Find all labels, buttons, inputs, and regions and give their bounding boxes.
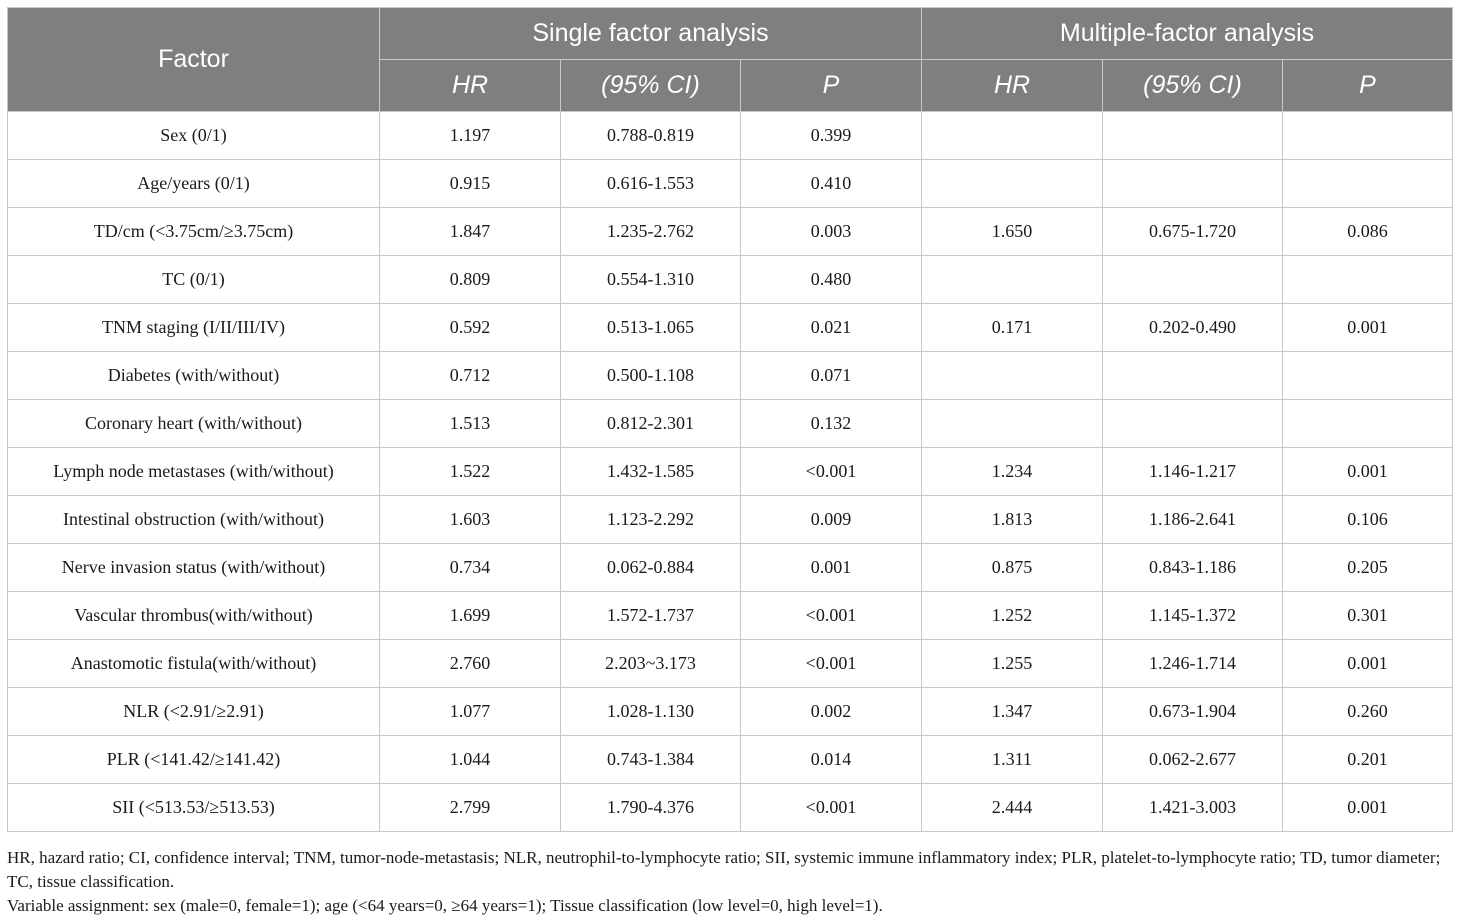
multiple-p-cell	[1283, 256, 1453, 304]
single-ci-cell: 1.572-1.737	[561, 592, 741, 640]
single-p-cell: <0.001	[741, 640, 922, 688]
multiple-hr-cell: 0.171	[922, 304, 1103, 352]
multiple-p-cell: 0.301	[1283, 592, 1453, 640]
single-hr-cell: 1.699	[380, 592, 561, 640]
single-hr-cell: 0.809	[380, 256, 561, 304]
multiple-ci-header: (95% CI)	[1103, 60, 1283, 112]
single-ci-cell: 1.790-4.376	[561, 784, 741, 832]
multiple-factor-header: Multiple-factor analysis	[922, 8, 1453, 60]
single-p-cell: 0.003	[741, 208, 922, 256]
multiple-ci-cell: 1.421-3.003	[1103, 784, 1283, 832]
single-ci-cell: 0.554-1.310	[561, 256, 741, 304]
single-p-cell: <0.001	[741, 592, 922, 640]
single-p-cell: <0.001	[741, 784, 922, 832]
abbreviations-note: HR, hazard ratio; CI, confidence interval; TNM, tumor-node-metastasis; NLR, neutrophil-to-lymphocyte ratio; SII, systemic immune inflammatory index; PLR, platelet-to-lymphocyte ratio; TD, tumor diameter; TC, tissue classification.	[7, 848, 1441, 891]
table-row	[8, 160, 1453, 208]
factor-cell: Diabetes (with/without)	[8, 352, 380, 400]
multiple-p-cell: 0.201	[1283, 736, 1453, 784]
multiple-hr-cell: 1.234	[922, 448, 1103, 496]
table-row	[8, 496, 1453, 544]
single-factor-header: Single factor analysis	[380, 8, 922, 60]
factor-cell: Anastomotic fistula(with/without)	[8, 640, 380, 688]
table-row	[8, 448, 1453, 496]
table-row	[8, 352, 1453, 400]
multiple-ci-cell	[1103, 160, 1283, 208]
multiple-hr-cell	[922, 352, 1103, 400]
single-ci-cell: 0.743-1.384	[561, 736, 741, 784]
single-hr-cell: 2.799	[380, 784, 561, 832]
multiple-p-cell: 0.001	[1283, 640, 1453, 688]
table-row	[8, 544, 1453, 592]
table-row	[8, 400, 1453, 448]
single-hr-cell: 1.044	[380, 736, 561, 784]
single-p-cell: 0.480	[741, 256, 922, 304]
multiple-hr-cell: 2.444	[922, 784, 1103, 832]
multiple-hr-cell: 1.347	[922, 688, 1103, 736]
single-ci-cell: 2.203~3.173	[561, 640, 741, 688]
table-footnotes	[7, 846, 1455, 918]
regression-table	[7, 7, 1453, 832]
table-row	[8, 208, 1453, 256]
multiple-p-cell: 0.205	[1283, 544, 1453, 592]
table-row	[8, 784, 1453, 832]
table-row	[8, 736, 1453, 784]
single-hr-cell: 1.513	[380, 400, 561, 448]
single-hr-cell: 1.077	[380, 688, 561, 736]
factor-cell: Age/years (0/1)	[8, 160, 380, 208]
factor-header: Factor	[8, 8, 380, 112]
single-hr-cell: 1.603	[380, 496, 561, 544]
multiple-hr-cell: 0.875	[922, 544, 1103, 592]
multiple-ci-cell	[1103, 256, 1283, 304]
multiple-p-header: P	[1283, 60, 1453, 112]
multiple-p-cell: 0.001	[1283, 304, 1453, 352]
single-hr-cell: 0.734	[380, 544, 561, 592]
single-p-cell: 0.399	[741, 112, 922, 160]
multiple-ci-cell: 0.062-2.677	[1103, 736, 1283, 784]
multiple-ci-cell	[1103, 352, 1283, 400]
factor-cell: NLR (<2.91/≥2.91)	[8, 688, 380, 736]
single-ci-cell: 0.788-0.819	[561, 112, 741, 160]
single-ci-cell: 0.812-2.301	[561, 400, 741, 448]
multiple-ci-cell	[1103, 112, 1283, 160]
multiple-hr-cell: 1.255	[922, 640, 1103, 688]
table-row	[8, 304, 1453, 352]
factor-cell: TC (0/1)	[8, 256, 380, 304]
single-ci-cell: 1.028-1.130	[561, 688, 741, 736]
single-ci-cell: 1.235-2.762	[561, 208, 741, 256]
multiple-ci-cell: 0.675-1.720	[1103, 208, 1283, 256]
single-p-cell: 0.002	[741, 688, 922, 736]
single-hr-cell: 1.847	[380, 208, 561, 256]
multiple-ci-cell	[1103, 400, 1283, 448]
single-p-cell: 0.001	[741, 544, 922, 592]
factor-cell: Intestinal obstruction (with/without)	[8, 496, 380, 544]
single-hr-cell: 0.915	[380, 160, 561, 208]
multiple-ci-cell: 1.186-2.641	[1103, 496, 1283, 544]
multiple-ci-cell: 0.843-1.186	[1103, 544, 1283, 592]
factor-cell: TNM staging (I/II/III/IV)	[8, 304, 380, 352]
factor-cell: Nerve invasion status (with/without)	[8, 544, 380, 592]
multiple-p-cell	[1283, 400, 1453, 448]
table-header	[8, 8, 1453, 112]
single-ci-cell: 0.513-1.065	[561, 304, 741, 352]
multiple-p-cell: 0.106	[1283, 496, 1453, 544]
single-p-cell: <0.001	[741, 448, 922, 496]
table-row	[8, 640, 1453, 688]
multiple-p-cell	[1283, 112, 1453, 160]
multiple-hr-cell	[922, 256, 1103, 304]
single-hr-cell: 1.522	[380, 448, 561, 496]
multiple-hr-cell: 1.813	[922, 496, 1103, 544]
factor-cell: Sex (0/1)	[8, 112, 380, 160]
factor-cell: SII (<513.53/≥513.53)	[8, 784, 380, 832]
multiple-p-cell	[1283, 160, 1453, 208]
multiple-ci-cell: 0.673-1.904	[1103, 688, 1283, 736]
multiple-hr-cell	[922, 400, 1103, 448]
multiple-ci-cell: 1.145-1.372	[1103, 592, 1283, 640]
single-hr-header: HR	[380, 60, 561, 112]
multiple-hr-cell	[922, 112, 1103, 160]
multiple-hr-cell	[922, 160, 1103, 208]
single-ci-cell: 0.500-1.108	[561, 352, 741, 400]
multiple-hr-header: HR	[922, 60, 1103, 112]
factor-cell: Coronary heart (with/without)	[8, 400, 380, 448]
single-hr-cell: 2.760	[380, 640, 561, 688]
single-p-cell: 0.021	[741, 304, 922, 352]
multiple-p-cell: 0.260	[1283, 688, 1453, 736]
multiple-hr-cell: 1.252	[922, 592, 1103, 640]
factor-cell: TD/cm (<3.75cm/≥3.75cm)	[8, 208, 380, 256]
single-p-header: P	[741, 60, 922, 112]
single-p-cell: 0.071	[741, 352, 922, 400]
factor-cell: PLR (<141.42/≥141.42)	[8, 736, 380, 784]
table-row	[8, 688, 1453, 736]
single-ci-cell: 0.062-0.884	[561, 544, 741, 592]
multiple-p-cell: 0.001	[1283, 448, 1453, 496]
single-ci-cell: 1.123-2.292	[561, 496, 741, 544]
single-hr-cell: 1.197	[380, 112, 561, 160]
multiple-ci-cell: 0.202-0.490	[1103, 304, 1283, 352]
table-body	[8, 112, 1453, 832]
table-row	[8, 256, 1453, 304]
multiple-hr-cell: 1.650	[922, 208, 1103, 256]
single-p-cell: 0.410	[741, 160, 922, 208]
single-p-cell: 0.009	[741, 496, 922, 544]
multiple-ci-cell: 1.146-1.217	[1103, 448, 1283, 496]
variable-assignment-note: Variable assignment: sex (male=0, female=1); age (<64 years=0, ≥64 years=1); Tissue classification (low level=0, high level=1).	[7, 896, 883, 915]
single-ci-cell: 0.616-1.553	[561, 160, 741, 208]
factor-cell: Lymph node metastases (with/without)	[8, 448, 380, 496]
multiple-p-cell: 0.001	[1283, 784, 1453, 832]
single-p-cell: 0.132	[741, 400, 922, 448]
single-hr-cell: 0.712	[380, 352, 561, 400]
multiple-p-cell	[1283, 352, 1453, 400]
single-ci-cell: 1.432-1.585	[561, 448, 741, 496]
factor-cell: Vascular thrombus(with/without)	[8, 592, 380, 640]
single-p-cell: 0.014	[741, 736, 922, 784]
single-ci-header: (95% CI)	[561, 60, 741, 112]
table-row	[8, 112, 1453, 160]
multiple-ci-cell: 1.246-1.714	[1103, 640, 1283, 688]
multiple-p-cell: 0.086	[1283, 208, 1453, 256]
multiple-hr-cell: 1.311	[922, 736, 1103, 784]
table-row	[8, 592, 1453, 640]
single-hr-cell: 0.592	[380, 304, 561, 352]
results-table-container	[7, 7, 1452, 832]
